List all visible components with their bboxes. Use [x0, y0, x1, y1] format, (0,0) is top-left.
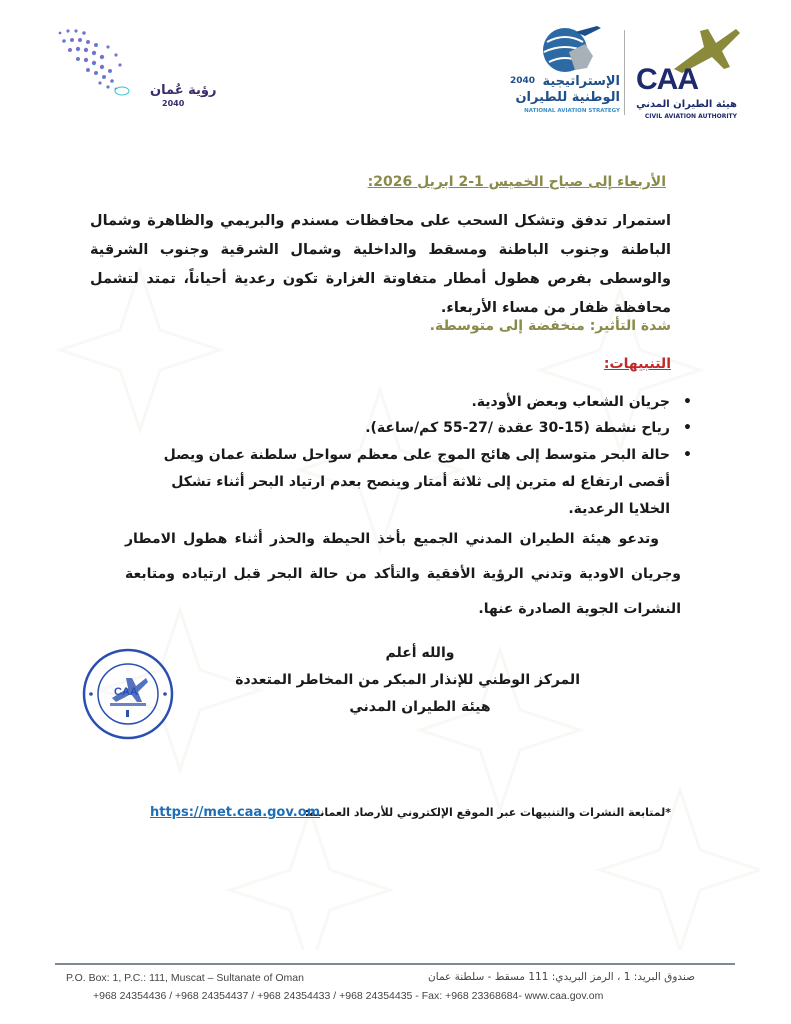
alert-text: جريان الشعاب وبعض الأودية. [471, 394, 670, 410]
closing-phrase: والله أعلم [385, 645, 455, 661]
forecast-paragraph: استمرار تدفق وتشكل السحب على محافظات مسندم والبريمي والظاهرة وشمال الباطنة وجنوب الباطنة ومسقط والداخلية وشمال الشرقية وجنوب الشرقية والوسطى بفرص هطول أمطار متفاوتة الغزارة تكون رعدية أحياناً، تمتد لتشمل محافظة ظفار من مساء الأربعاء. [90, 213, 671, 316]
strategy-logo-arabic-line1: الإستراتيجية [542, 74, 620, 89]
alert-text: حالة البحر متوسط إلى هائج الموج على معظم سواحل سلطنة عمان ويصل أقصى ارتفاع له مترين إلى ثلاثة أمتار وينصح بعدم ارتياد البحر أثناء تشكل الخلايا الرعدية. [163, 447, 670, 517]
footer-contacts: +968 24354436 / +968 24354437 / +968 24354433 / +968 24354435 - Fax: +968 23368684- www.caa.gov.om [93, 990, 604, 1002]
caa-logo-arabic: هيئة الطيران المدني [636, 99, 737, 110]
strategy-logo-arabic-line2: الوطنية للطيران [515, 90, 620, 105]
met-website-link[interactable]: https://met.caa.gov.om [150, 805, 321, 820]
forecast-period-heading: الأربعاء إلى صباح الخميس 1-2 ابريل 2026: [367, 174, 666, 190]
signature-block [235, 640, 580, 721]
national-aviation-strategy-logo [505, 22, 620, 122]
vision-logo-arabic: رؤية عُمان [150, 83, 217, 98]
globe-plane-icon [535, 22, 605, 74]
vision-swirl-icon [50, 25, 160, 105]
strategy-logo-year: 2040 [510, 76, 536, 86]
caa-logo [630, 25, 745, 120]
official-stamp [82, 648, 174, 740]
logo-divider [624, 30, 625, 115]
bullet-icon: • [683, 420, 692, 436]
alert-text: رياح نشطة (15-30 عقدة /27-55 كم/ساعة). [365, 420, 670, 436]
issuing-center: المركز الوطني للإنذار المبكر من المخاطر المتعددة [235, 672, 580, 688]
caa-logo-english: CIVIL AVIATION AUTHORITY [644, 113, 737, 120]
footnote-text: *لمتابعة النشرات والتنبيهات عبر الموقع الإلكتروني للأرصاد العمانية: [304, 806, 671, 819]
alert-item [140, 390, 694, 415]
alerts-title: التنبيهات: [603, 356, 671, 372]
caa-logo-letters: CAA [636, 63, 698, 96]
bullet-icon: • [683, 447, 692, 463]
alerts-list [140, 390, 694, 523]
footer-divider [55, 963, 735, 965]
impact-intensity: شدة التأثير: منخفضة إلى متوسطة. [429, 318, 671, 334]
stamp-letters: CAA [114, 686, 138, 698]
footer-address-english: P.O. Box: 1, P.C.: 111, Muscat – Sultanate of Oman [66, 972, 304, 984]
advisory-paragraph: وتدعو هيئة الطيران المدني الجميع بأخذ الحيطة والحذر أثناء هطول الامطار وجريان الاودية وتدني الرؤية الأفقية والتأكد من حالة البحر قبل ارتياده ومتابعة النشرات الجوية الصادرة عنها. [125, 531, 681, 617]
vision-logo-year: 2040 [162, 99, 185, 108]
issuing-authority: هيئة الطيران المدني [349, 699, 491, 715]
alert-item [140, 416, 694, 441]
bullet-icon: • [683, 394, 692, 410]
strategy-logo-english: NATIONAL AVIATION STRATEGY [524, 108, 620, 114]
footer-address-arabic: صندوق البريد: 1 ، الرمز البريدي: 111 مسقط - سلطنة عمان [428, 971, 695, 983]
alert-item [140, 442, 694, 523]
oman-vision-2040-logo [50, 25, 220, 120]
